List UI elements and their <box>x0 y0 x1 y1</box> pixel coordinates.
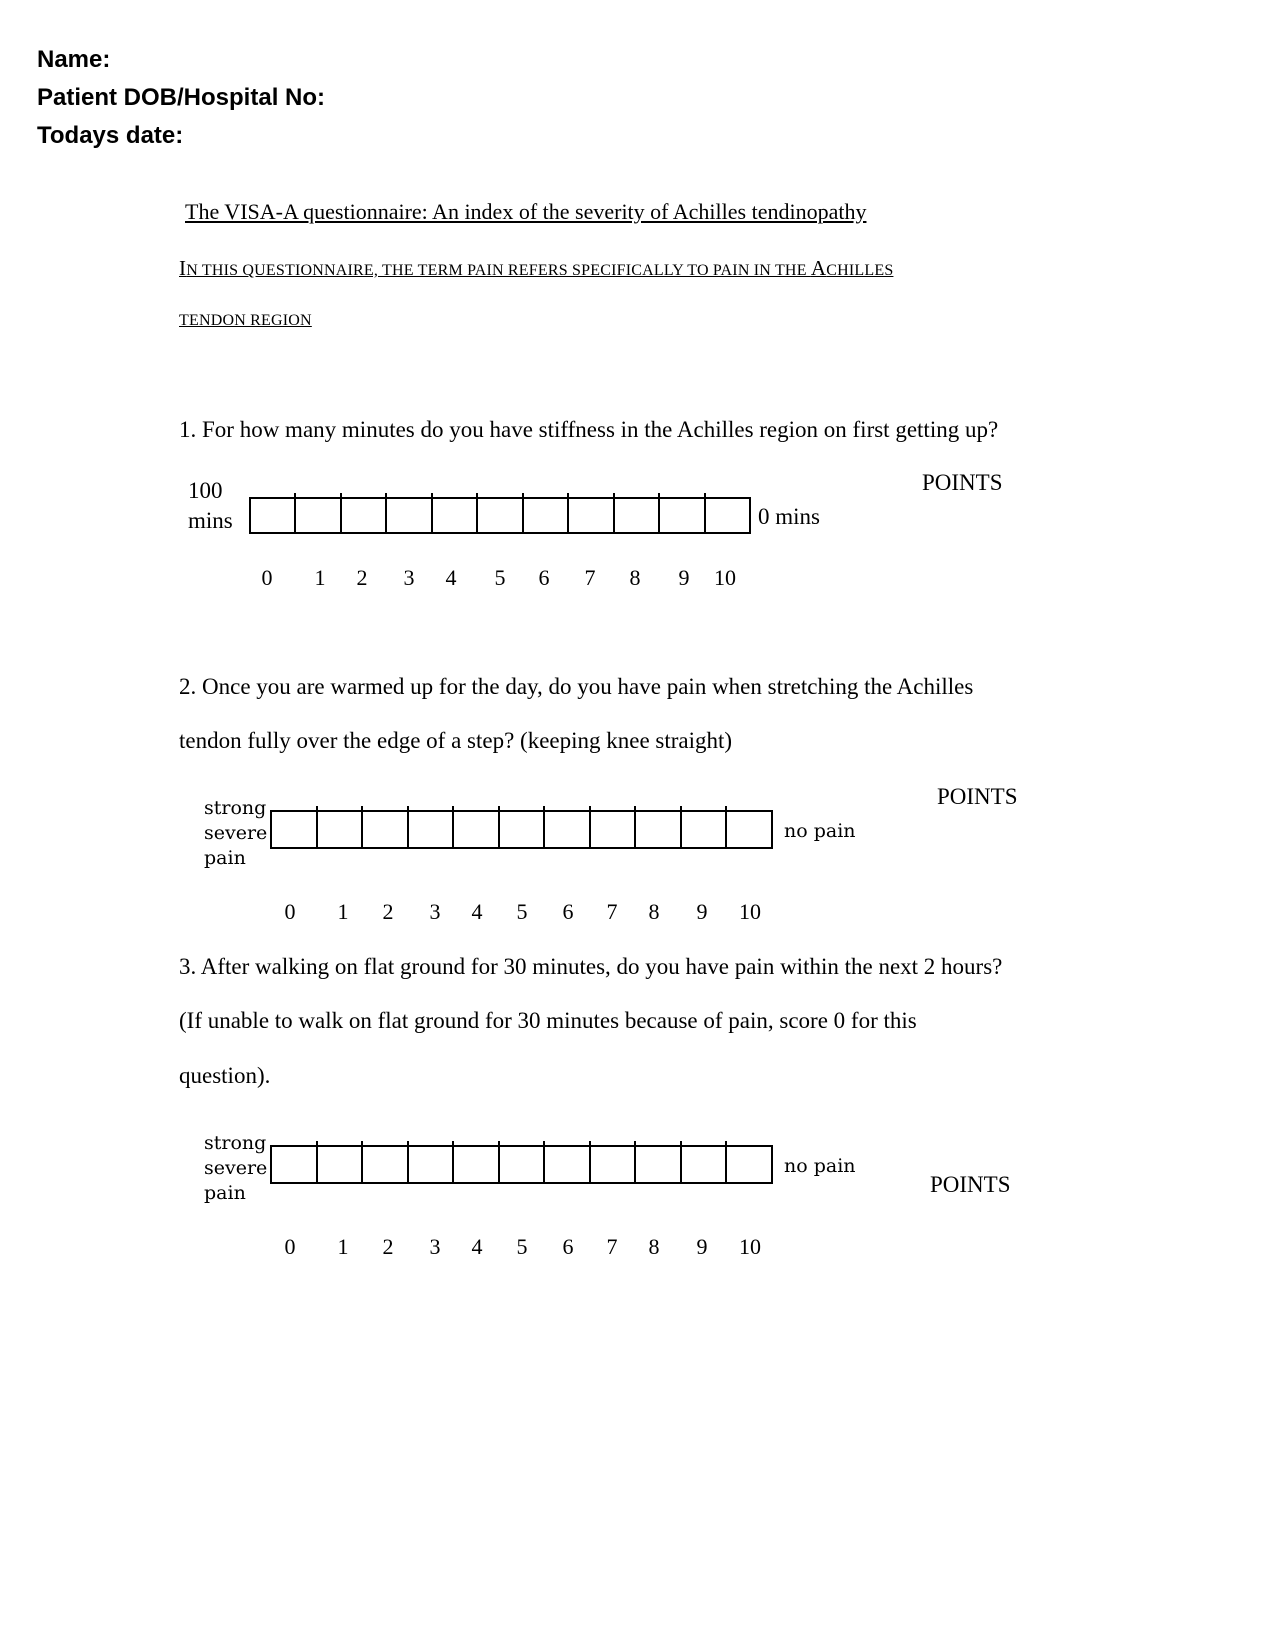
question-3-left-label-line: strong <box>204 1132 267 1154</box>
score-box[interactable] <box>318 1147 364 1182</box>
question-3-left-label-line: severe <box>204 1157 268 1179</box>
scale-number: 2 <box>382 899 394 924</box>
score-box[interactable] <box>251 499 296 532</box>
question-1-right-label: 0 mins <box>758 504 820 529</box>
question-2-text-line-1: 2. Once you are warmed up for the day, do you have pain when stretching the Achilles <box>179 674 974 699</box>
score-box[interactable] <box>387 499 432 532</box>
question-3-right-label: no pain <box>784 1155 856 1177</box>
scale-number: 8 <box>648 1234 660 1259</box>
scale-number: 9 <box>696 899 708 924</box>
score-box[interactable] <box>454 1147 500 1182</box>
question-2-right-label: no pain <box>784 820 856 842</box>
instruction-cap-a: A <box>810 256 827 280</box>
score-box[interactable] <box>272 812 318 847</box>
question-3-text-line-3: question). <box>179 1063 271 1088</box>
scale-number: 3 <box>429 899 441 924</box>
score-box[interactable] <box>727 812 771 847</box>
question-2-points-label: POINTS <box>937 784 1018 809</box>
name-label: Name: <box>37 46 111 73</box>
scale-number: 9 <box>696 1234 708 1259</box>
question-3-points-label: POINTS <box>930 1172 1011 1197</box>
scale-number: 1 <box>337 899 349 924</box>
scale-number: 1 <box>337 1234 349 1259</box>
scale-number: 2 <box>382 1234 394 1259</box>
question-2-score-boxes <box>270 810 773 849</box>
scale-number: 5 <box>494 565 506 590</box>
instruction-line-1 <box>179 256 893 281</box>
score-box[interactable] <box>545 812 591 847</box>
question-3-scale <box>0 1234 1275 1264</box>
dob-hospital-label: Patient DOB/Hospital No: <box>37 84 326 111</box>
question-3-left-label <box>204 1131 267 1206</box>
scale-number: 3 <box>403 565 415 590</box>
scale-number: 10 <box>739 899 761 924</box>
instruction-text: N THIS QUESTIONNAIRE, THE TERM PAIN REFERS SPECIFICALLY TO PAIN IN THE <box>186 262 811 279</box>
instruction-line-2: TENDON REGION <box>179 312 312 329</box>
score-box[interactable] <box>363 1147 409 1182</box>
question-1-left-label-line: 100 <box>188 478 223 503</box>
scale-number: 10 <box>739 1234 761 1259</box>
question-2-left-label <box>204 796 267 871</box>
score-box[interactable] <box>500 812 546 847</box>
scale-number: 3 <box>429 1234 441 1259</box>
scale-number: 0 <box>261 565 273 590</box>
questionnaire-title: The VISA-A questionnaire: An index of the severity of Achilles tendinopathy <box>185 199 867 224</box>
score-box[interactable] <box>660 499 705 532</box>
question-1-left-label-line: mins <box>188 508 233 533</box>
score-box[interactable] <box>342 499 387 532</box>
question-1-score-boxes <box>249 497 751 534</box>
score-box[interactable] <box>272 1147 318 1182</box>
question-3-score-boxes <box>270 1145 773 1184</box>
score-box[interactable] <box>296 499 341 532</box>
score-box[interactable] <box>500 1147 546 1182</box>
scale-number: 4 <box>471 1234 483 1259</box>
scale-number: 5 <box>516 899 528 924</box>
question-2-text-line-2: tendon fully over the edge of a step? (keeping knee straight) <box>179 728 733 753</box>
score-box[interactable] <box>454 812 500 847</box>
scale-number: 0 <box>284 899 296 924</box>
todays-date-label: Todays date: <box>37 122 184 149</box>
scale-number: 5 <box>516 1234 528 1259</box>
score-box[interactable] <box>636 812 682 847</box>
score-box[interactable] <box>569 499 614 532</box>
score-box[interactable] <box>524 499 569 532</box>
score-box[interactable] <box>636 1147 682 1182</box>
question-1-scale <box>0 565 1275 595</box>
instruction-achilles: CHILLES <box>826 262 894 279</box>
score-box[interactable] <box>727 1147 771 1182</box>
score-box[interactable] <box>682 812 728 847</box>
question-1-left-label <box>188 476 233 536</box>
score-box[interactable] <box>318 812 364 847</box>
scale-number: 6 <box>562 899 574 924</box>
score-box[interactable] <box>706 499 749 532</box>
scale-number: 6 <box>562 1234 574 1259</box>
scale-number: 4 <box>471 899 483 924</box>
question-2-left-label-line: severe <box>204 822 268 844</box>
score-box[interactable] <box>591 1147 637 1182</box>
score-box[interactable] <box>409 812 455 847</box>
question-3-text-line-1: 3. After walking on flat ground for 30 minutes, do you have pain within the next 2 hours? <box>179 954 1003 979</box>
score-box[interactable] <box>545 1147 591 1182</box>
instruction-cap-i: I <box>179 256 187 280</box>
question-2-left-label-line: pain <box>204 847 246 869</box>
scale-number: 7 <box>606 1234 618 1259</box>
score-box[interactable] <box>409 1147 455 1182</box>
scale-number: 2 <box>356 565 368 590</box>
score-box[interactable] <box>433 499 478 532</box>
scale-number: 8 <box>648 899 660 924</box>
scale-number: 7 <box>584 565 596 590</box>
score-box[interactable] <box>591 812 637 847</box>
scale-number: 7 <box>606 899 618 924</box>
score-box[interactable] <box>363 812 409 847</box>
question-1-text: 1. For how many minutes do you have stiffness in the Achilles region on first getting up? <box>179 417 999 442</box>
score-box[interactable] <box>682 1147 728 1182</box>
question-1-points-label: POINTS <box>922 470 1003 495</box>
scale-number: 0 <box>284 1234 296 1259</box>
scale-number: 6 <box>538 565 550 590</box>
question-3-text-line-2: (If unable to walk on flat ground for 30 minutes because of pain, score 0 for this <box>179 1008 917 1033</box>
scale-number: 8 <box>629 565 641 590</box>
score-box[interactable] <box>615 499 660 532</box>
question-3-left-label-line: pain <box>204 1182 246 1204</box>
scale-number: 4 <box>445 565 457 590</box>
scale-number: 9 <box>678 565 690 590</box>
question-2-scale <box>0 899 1275 929</box>
score-box[interactable] <box>478 499 523 532</box>
scale-number: 1 <box>314 565 326 590</box>
scale-number: 10 <box>714 565 736 590</box>
question-2-left-label-line: strong <box>204 797 267 819</box>
